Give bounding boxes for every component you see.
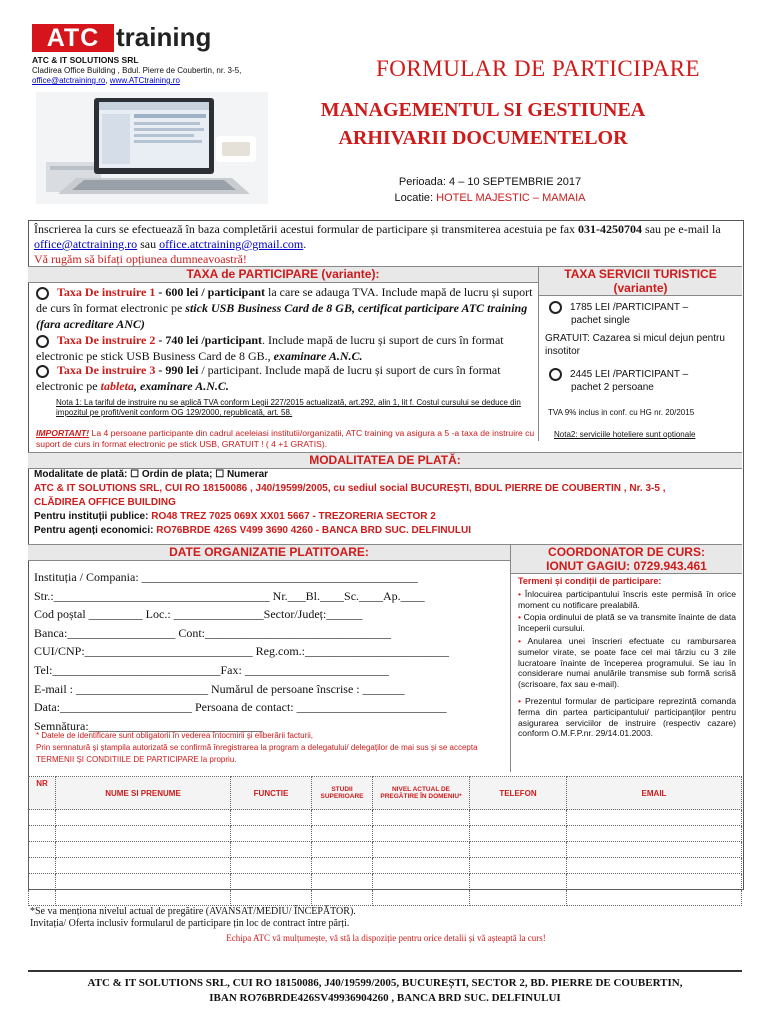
field-date[interactable]: Data:______________________ Persoana de contact: _________________________ — [34, 700, 447, 715]
footer-line-1: ATC & IT SOLUTIONS SRL, CUI RO 18150086, J40/19599/2005, BUCUREȘTI, SECTOR 2, BD. PIERRE DE COUBERTIN, — [87, 977, 683, 989]
payment-block — [34, 468, 738, 538]
intro-text — [34, 222, 734, 267]
col-name: NUME SI PRENUME — [56, 777, 231, 810]
field-bank[interactable]: Banca:__________________ Cont:_______________________________ — [34, 625, 391, 640]
fee-option-1-price: - 600 lei / participant — [158, 285, 266, 299]
terms-title: Termeni și condiții de participare: — [518, 576, 662, 586]
intro-text-4: . — [303, 237, 307, 251]
course-title-line1: MANAGEMENTUL SI GESTIUNEA — [320, 99, 646, 121]
fee-option-3-text: / participant. Include mapă de lucru și suport de curs în format electronic pe — [36, 363, 501, 393]
payment-header: MODALITATEA DE PLATĂ: — [28, 452, 742, 469]
intro-text-2: sau pe e-mail la — [642, 222, 721, 236]
company-web-link[interactable]: www.ATCtraining.ro — [109, 76, 180, 85]
form-title: FORMULAR DE PARTICIPARE — [376, 56, 701, 81]
payer-note-1: * Datele de identificare sunt obligatorii în vederea întocmirii și eliberării facturii, — [36, 731, 314, 740]
footer-line-2: IBAN RO76BRDE426SV49936904260 , BANCA BRD SUC. DELFINULUI — [209, 992, 561, 1004]
footnote-contract: Invitația/ Oferta inclusiv formularul de participare țin loc de contract între părți. — [30, 918, 350, 929]
fee-option-3[interactable] — [36, 362, 536, 394]
course-title-line2: ARHIVARII DOCUMENTELOR — [338, 127, 628, 149]
company-email-link[interactable]: office@atctraining.ro — [32, 76, 106, 85]
tourism-header-2: (variante) — [613, 281, 668, 295]
tourism-tva: TVA 9% inclus in conf. cu HG nr. 20/2015 — [548, 408, 695, 417]
table-row[interactable] — [29, 810, 742, 826]
table-row[interactable] — [29, 858, 742, 874]
public-institutions-iban: RO48 TREZ 7025 069X XX01 5667 - TREZORERIA SECTOR 2 — [151, 511, 436, 522]
payer-divider — [510, 544, 511, 772]
important-text: La 4 persoane participante din cadrul aceleiasi institutii/organizatii, ATC training va asigura a 5 -a taxa de instruire cu suport de curs in format electronic pe stick USB, GRATUIT ! ( 4 +1 GRATIS). — [36, 428, 535, 449]
col-email: EMAIL — [567, 777, 742, 810]
payment-method: Modalitate de plată: ☐ Ordin de plata; ☐ Numerar — [34, 469, 269, 480]
payer-notes — [36, 730, 506, 766]
term-4: Prezentul formular de participare reprezintă comanda ferma din partea participantului/ participanților pentru asigurarea serviciilor de instruire (respectiv cazare) conform O.M.F.P.nr. 29/14.01.2003. — [518, 695, 736, 739]
field-email[interactable]: E-mail : ______________________ Numărul de persoane înscrise : _______ — [34, 681, 405, 696]
company-info: ATC & IT SOLUTIONS SRL Cladirea Office Building , Bdul. Pierre de Coubertin, nr. 3-5, office@atctraining.ro, www.ATCtraining.ro — [32, 55, 242, 85]
location-value: HOTEL MAJESTIC – MAMAIA — [436, 192, 586, 204]
coordinator-title: COORDONATOR DE CURS: — [548, 545, 705, 559]
tourism-option-2-desc: pachet 2 persoane — [571, 382, 654, 394]
economic-agents-label: Pentru agenți economici: — [34, 525, 157, 536]
important-label: IMPORTANT! — [36, 428, 90, 438]
tourism-option-1-price: 1785 LEI /PARTICIPANT – — [570, 302, 689, 314]
term-2: Copia ordinului de plată se va transmite înainte de data începerii cursului. — [518, 612, 737, 634]
field-cui[interactable]: CUI/CNP:____________________________ Reg.com.:________________________ — [34, 644, 450, 659]
intro-email-2[interactable]: office.atctraining@gmail.com — [159, 237, 304, 251]
fee-option-2-text: . Include mapă de lucru și suport de curs în format electronic pe stick USB Business Card de 8 GB., — [36, 333, 504, 363]
intro-text-1: Înscrierea la curs se efectuează în baza completării acestui formular de participare și transmiterea acestuia pe fax — [34, 222, 576, 236]
col-studies: STUDII SUPERIOARE — [312, 777, 373, 810]
atc-logo — [32, 24, 214, 52]
tourism-option-1-desc: pachet single — [571, 315, 630, 327]
footer — [0, 976, 770, 1006]
payer-header: DATE ORGANIZATIE PLATITOARE: — [28, 544, 510, 561]
fee-option-3-tablet: tableta — [100, 379, 134, 393]
fee-option-1[interactable] — [36, 284, 536, 332]
payment-company-2: CLĂDIREA OFFICE BUILDING — [34, 497, 176, 508]
footnotes — [30, 906, 742, 944]
terms-block: Termeni și condiții de participare: • Înlocuirea participantului înscris este permisă în orice moment cu notificare prealabilă. • Copia ordinului de plată se va transmite înainte de data începerii cursului. • Anularea unei înscrieri efectuate cu rambursarea sumelor virate, se poate face cel mai târziu cu 3 zile lucratoare înainte de începerea programului. Se iau în considerare numai anulările transmise sub formă scrisă (scrisoare, fax sau e-mail). • Prezentul formular de participare reprezintă comanda ferma din partea participantului/ participanților pentru asigurarea serviciilor de instruire (respectiv cazare) conform O.M.F.P.nr. 29/14.01.2003. — [518, 576, 737, 739]
fee-option-3-label: Taxa De instruire 3 — [57, 363, 156, 377]
coordinator-header — [511, 544, 742, 574]
fee-option-1-text: la care se adauga TVA. Include mapă de lucru și suport de curs în format electronic pe — [36, 285, 533, 315]
tourism-option-2-radio[interactable] — [549, 368, 562, 381]
fee-option-1-radio[interactable] — [36, 287, 49, 300]
tourism-header — [539, 266, 742, 296]
important-note — [36, 428, 536, 449]
col-level: NIVEL ACTUAL DE PREGĂTIRE ÎN DOMENIU* — [373, 777, 470, 810]
company-name: ATC & IT SOLUTIONS SRL — [32, 55, 139, 65]
tourism-option-2-price: 2445 LEI /PARTICIPANT – — [570, 369, 689, 381]
col-phone: TELEFON — [470, 777, 567, 810]
field-institution[interactable]: Instituția / Compania: ______________________________________________ — [34, 570, 418, 584]
table-row[interactable] — [29, 826, 742, 842]
footnote-level: *Se va menționa nivelul actual de pregătire (AVANSAT/MEDIU/ ÎNCEPĂTOR). — [30, 906, 356, 917]
tourism-option-2[interactable] — [549, 368, 739, 394]
logo-training-word: training — [116, 22, 212, 52]
field-street[interactable]: Str.:____________________________________ Nr.___Bl.____Sc.____Ap.____ — [34, 588, 425, 603]
economic-agents-iban: RO76BRDE 426S V499 3690 4260 - BANCA BRD SUC. DELFINULUI — [156, 525, 471, 536]
period-label: Perioada: — [398, 176, 446, 188]
fee-option-2-label: Taxa De instruire 2 — [57, 333, 156, 347]
fee-option-1-label: Taxa De instruire 1 — [57, 285, 156, 299]
fees-header: TAXA de PARTICIPARE (variante): — [28, 266, 538, 283]
fee-option-2-price: - 740 lei /participant — [158, 333, 263, 347]
fee-option-3-radio[interactable] — [36, 365, 49, 378]
col-nr: NR — [29, 777, 56, 810]
period-block — [300, 174, 680, 206]
location-label: Locatie: — [394, 192, 434, 204]
tourism-option-1[interactable] — [549, 301, 739, 327]
fax-number: 031-4250704 — [578, 222, 643, 236]
payer-form — [34, 568, 506, 735]
field-postal-code[interactable]: Cod poștal _________ Loc.: _______________Sector/Județ:______ — [34, 607, 363, 622]
fees-divider — [538, 266, 539, 441]
intro-email-1[interactable]: office@atctraining.ro — [34, 237, 138, 251]
col-function: FUNCTIE — [231, 777, 312, 810]
fees-note-1: Nota 1: La tariful de instruire nu se aplică TVA conform Legii 227/2015 actualizată, art.292, alin 1, lit f. Costul cursului se deduce din impozitul pe profit/venit conform OG 129/2000, republicată, art. 58. — [56, 398, 521, 417]
table-row[interactable] — [29, 842, 742, 858]
tourism-gratuit: GRATUIT: Cazarea si micul dejun pentru insotitor — [545, 333, 725, 357]
participants-table-header — [29, 777, 742, 810]
footer-divider — [28, 970, 742, 972]
tourism-note-2: Nota2: serviciile hoteliere sunt optionale — [554, 430, 696, 439]
intro-check-note: Vă rugăm să bifați opțiunea dumneavoastră! — [34, 252, 247, 266]
fee-option-2-radio[interactable] — [36, 335, 49, 348]
tourism-option-1-radio[interactable] — [549, 301, 562, 314]
coordinator-name: IONUT GAGIU: 0729.943.461 — [546, 559, 707, 573]
laptop-illustration — [36, 92, 268, 204]
tourism-header-1: TAXA SERVICII TURISTICE — [564, 267, 717, 281]
field-signature[interactable]: Semnătura:_____________________________ — [34, 718, 263, 733]
fee-option-3-exam: , examinare A.N.C. — [133, 379, 229, 393]
public-institutions-label: Pentru instituții publice: — [34, 511, 152, 522]
payer-note-2: Prin semnatură și ștampila autorizată se confirmă înregistrarea la program a delegatului/ delegaților de mai sus și se accepta TERMENII ȘI CONDITIILE DE PARTICIPARE la propriu. — [36, 743, 478, 764]
fee-option-2[interactable] — [36, 332, 536, 364]
participants-table — [28, 776, 742, 906]
fee-option-3-price: - 990 lei — [158, 363, 199, 377]
term-1: Înlocuirea participantului înscris este permisă în orice moment cu notificare prealabilă. — [518, 588, 737, 610]
company-address: Cladirea Office Building , Bdul. Pierre de Coubertin, nr. 3-5, — [32, 66, 242, 75]
fee-option-2-exam: examinare A.N.C. — [273, 349, 363, 363]
fee-option-1-extra: stick USB Business Card de 8 GB, certificat participare ATC training (fara acreditare ANC) — [36, 301, 528, 331]
table-row[interactable] — [29, 874, 742, 890]
field-phone[interactable]: Tel:____________________________Fax: ________________________ — [34, 662, 389, 677]
table-row[interactable] — [29, 890, 742, 906]
payment-company-1: ATC & IT SOLUTIONS SRL, CUI RO 18150086 , J40/19599/2005, cu sediul social BUCUREȘTI, BDUL PIERRE DE COUBERTIN , Nr. 3-5 , — [34, 483, 666, 494]
logo-atc-mark: ATC — [32, 24, 114, 52]
thanks-message: Echipa ATC vă mulțumește, vă stă la dispoziție pentru orice detalii și vă așteaptă la curs! — [226, 933, 546, 943]
term-3: Anularea unei înscrieri efectuate cu rambursarea sumelor virate, se poate face cel mai târziu cu 3 zile lucratoare înainte de începerea programului. Se iau în considerare numai anulările transmise sub formă scrisă (scrisoare, fax sau e-mail). — [518, 635, 736, 690]
course-title — [318, 96, 648, 152]
period-value: 4 – 10 SEPTEMBRIE 2017 — [449, 176, 582, 188]
intro-text-3: sau — [137, 237, 160, 251]
